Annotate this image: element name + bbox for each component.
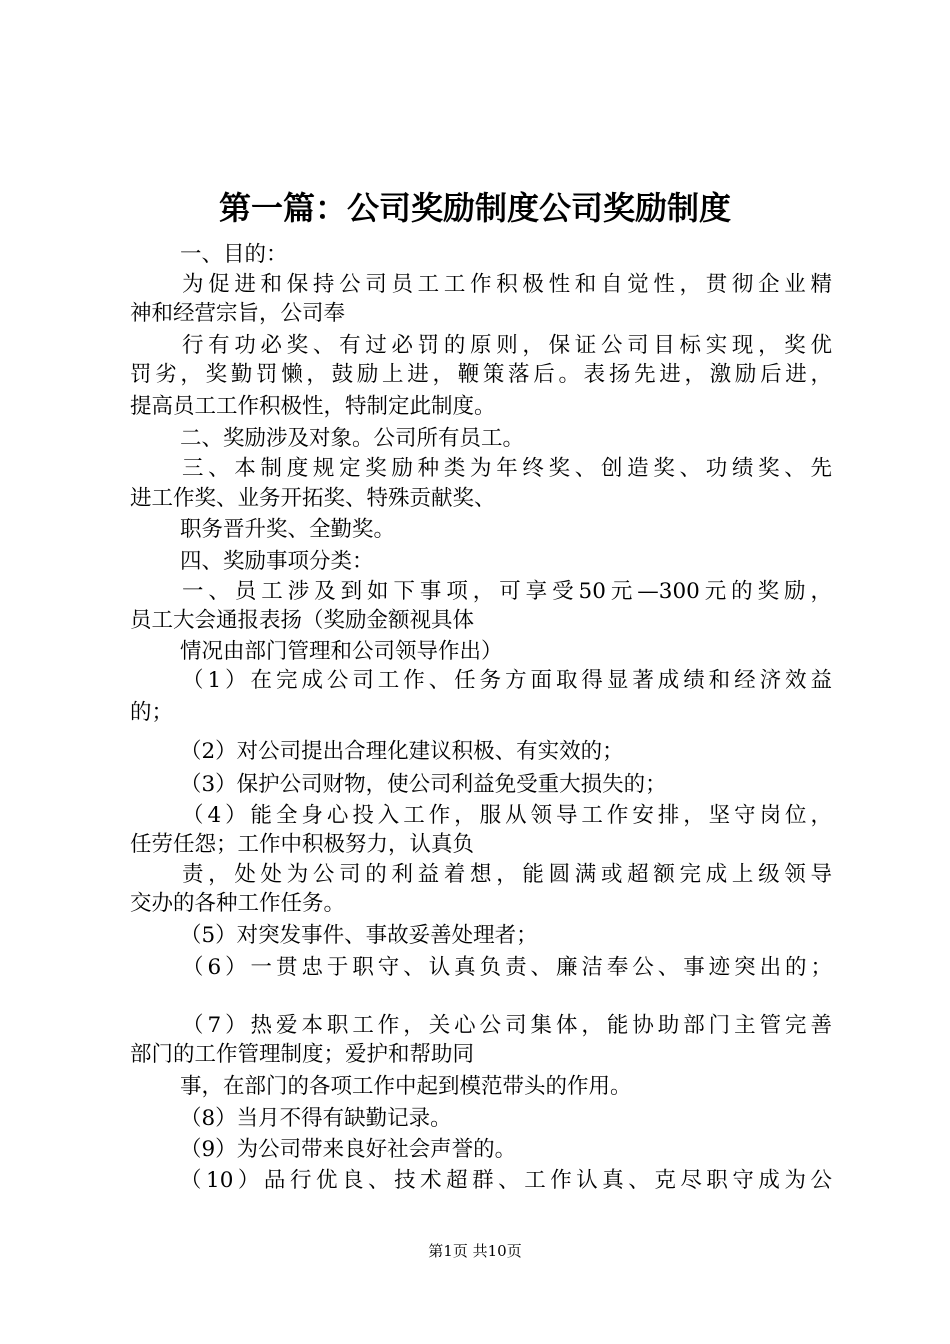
document-title: 第一篇：公司奖励制度公司奖励制度 bbox=[218, 189, 731, 227]
text-line: 进工作奖、业务开拓奖、特殊贡献奖、 bbox=[130, 486, 496, 511]
text-line: 三、本制度规定奖励种类为年终奖、创造奖、功绩奖、先 bbox=[182, 456, 832, 481]
text-line: （6）一贯忠于职守、认真负责、廉洁奉公、事迹突出的； bbox=[182, 955, 832, 980]
text-line: 交办的各种工作任务。 bbox=[130, 891, 346, 916]
text-line: 职务晋升奖、全勤奖。 bbox=[180, 517, 396, 542]
text-line: 事，在部门的各项工作中起到模范带头的作用。 bbox=[180, 1074, 632, 1099]
text-line: 一、员工涉及到如下事项，可享受50元—300元的奖励， bbox=[182, 579, 832, 604]
text-line: （1）在完成公司工作、任务方面取得显著成绩和经济效益 bbox=[182, 668, 832, 693]
text-line: 罚劣，奖勤罚懒，鼓励上进，鞭策落后。表扬先进，激励后进， bbox=[130, 362, 832, 387]
text-line: （7）热爱本职工作，关心公司集体，能协助部门主管完善 bbox=[182, 1013, 832, 1038]
text-line: 一、目的： bbox=[180, 242, 288, 267]
text-line: （10）品行优良、技术超群、工作认真、克尽职守成为公 bbox=[180, 1168, 832, 1193]
text-line: （2）对公司提出合理化建议积极、有实效的； bbox=[180, 739, 624, 764]
text-line: 行有功必奖、有过必罚的原则，保证公司目标实现，奖优 bbox=[182, 333, 832, 358]
text-line: 的； bbox=[130, 700, 174, 725]
text-line: （3）保护公司财物，使公司利益免受重大损失的； bbox=[180, 772, 667, 797]
text-line: 二、奖励涉及对象。公司所有员工。 bbox=[180, 426, 525, 451]
text-line: （4）能全身心投入工作，服从领导工作安排，坚守岗位， bbox=[182, 803, 832, 828]
text-line: 提高员工工作积极性，特制定此制度。 bbox=[130, 394, 496, 419]
text-line: 情况由部门管理和公司领导作出） bbox=[180, 639, 503, 664]
text-line: （8）当月不得有缺勤记录。 bbox=[180, 1106, 452, 1131]
text-line: 责，处处为公司的利益着想，能圆满或超额完成上级领导 bbox=[182, 862, 832, 887]
text-line: 员工大会通报表扬（奖励金额视具体 bbox=[130, 608, 475, 633]
text-line: 四、奖励事项分类： bbox=[180, 549, 374, 574]
page-number: 第1页 共10页 bbox=[428, 1242, 522, 1260]
text-line: 神和经营宗旨，公司奉 bbox=[130, 301, 346, 326]
text-line: 部门的工作管理制度；爱护和帮助同 bbox=[130, 1042, 475, 1067]
text-line: （9）为公司带来良好社会声誉的。 bbox=[180, 1137, 517, 1162]
text-line: （5）对突发事件、事故妥善处理者； bbox=[180, 923, 538, 948]
text-line: 为促进和保持公司员工工作积极性和自觉性，贯彻企业精 bbox=[182, 272, 832, 297]
text-line: 任劳任怨；工作中积极努力，认真负 bbox=[130, 832, 475, 857]
